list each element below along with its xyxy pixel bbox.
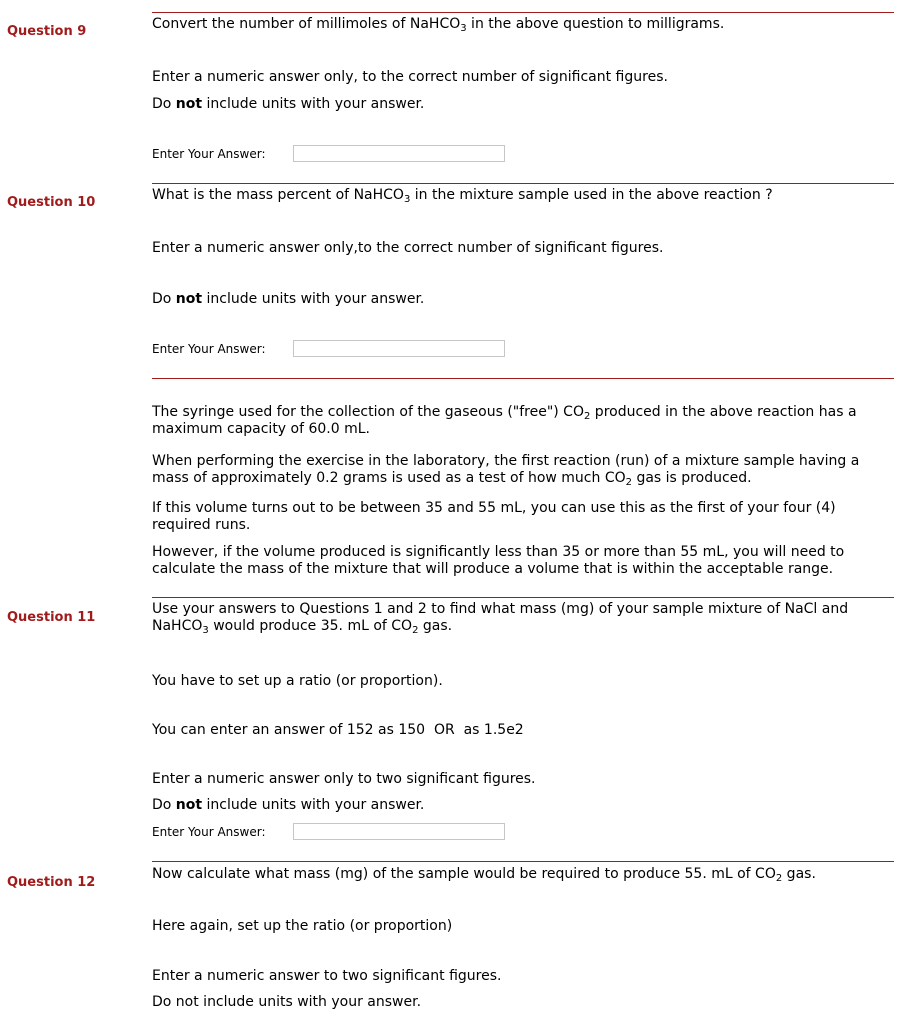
question-11-units-note: Do not include units with your answer. [152, 797, 425, 813]
info-test-run: When performing the exercise in the laboratory, the first reaction (run) of a mixture sample having a mass of approximately 0.2 grams is used as a test of how much $CO_2$ gas is produced. [152, 453, 860, 488]
info-recalculate: However, if the volume produced is significantly less than 35 or more than 55 mL, you will need to calculate the mass of the mixture that will produce a volume that is within the acceptable range. [152, 544, 845, 577]
question-10-label: Question 10 [7, 195, 96, 210]
info-divider [152, 378, 894, 379]
question-12-label: Question 12 [7, 875, 96, 890]
question-10-divider [152, 183, 894, 184]
question-12-ratio-hint: Here again, set up the ratio (or proportion) [152, 918, 453, 934]
question-12-prompt: Now calculate what mass (mg) of the sample would be required to produce 55. mL of $CO_2$ gas. [152, 866, 816, 884]
question-9-instruction: Enter a numeric answer only, to the correct number of significant figures. [152, 69, 668, 85]
question-11-prompt: Use your answers to Questions 1 and 2 to find what mass (mg) of your sample mixture of NaCl and NaHCO$_3$ would produce 35. mL of $CO_2$ gas. [152, 601, 849, 636]
question-11-divider [152, 597, 894, 598]
question-10-answer-input[interactable] [293, 340, 505, 357]
question-9-units-note: Do not include units with your answer. [152, 96, 425, 112]
question-11-ratio-hint: You have to set up a ratio (or proportion). [152, 673, 443, 689]
question-10-answer-label: Enter Your Answer: [152, 342, 266, 356]
question-9-divider [152, 12, 894, 13]
info-syringe-capacity: The syringe used for the collection of the gaseous ("free") $CO_2$ produced in the above reaction has a maximum capacity of 60.0 mL. [152, 404, 857, 437]
question-10-instruction: Enter a numeric answer only,to the correct number of significant figures. [152, 240, 664, 256]
question-9-answer-input[interactable] [293, 145, 505, 162]
question-9-answer-label: Enter Your Answer: [152, 147, 266, 161]
question-10-prompt: What is the mass percent of NaHCO$_3$ in the mixture sample used in the above reaction ? [152, 187, 773, 205]
question-11-answer-label: Enter Your Answer: [152, 825, 266, 839]
question-11-answer-input[interactable] [293, 823, 505, 840]
question-10-units-note: Do not include units with your answer. [152, 291, 425, 307]
question-11-label: Question 11 [7, 610, 96, 625]
question-11-example: You can enter an answer of 152 as 150 OR as 1.5e2 [152, 722, 524, 738]
info-acceptable-range: If this volume turns out to be between 35 and 55 mL, you can use this as the first of your four (4) required runs. [152, 500, 836, 533]
question-12-instruction: Enter a numeric answer to two significant figures. [152, 968, 502, 984]
question-12-units-note: Do not include units with your answer. [152, 994, 422, 1010]
question-11-instruction: Enter a numeric answer only to two significant figures. [152, 771, 536, 787]
question-9-prompt: Convert the number of millimoles of NaHCO$_3$ in the above question to milligrams. [152, 16, 725, 34]
question-9-label: Question 9 [7, 24, 87, 39]
question-12-divider [152, 861, 894, 862]
